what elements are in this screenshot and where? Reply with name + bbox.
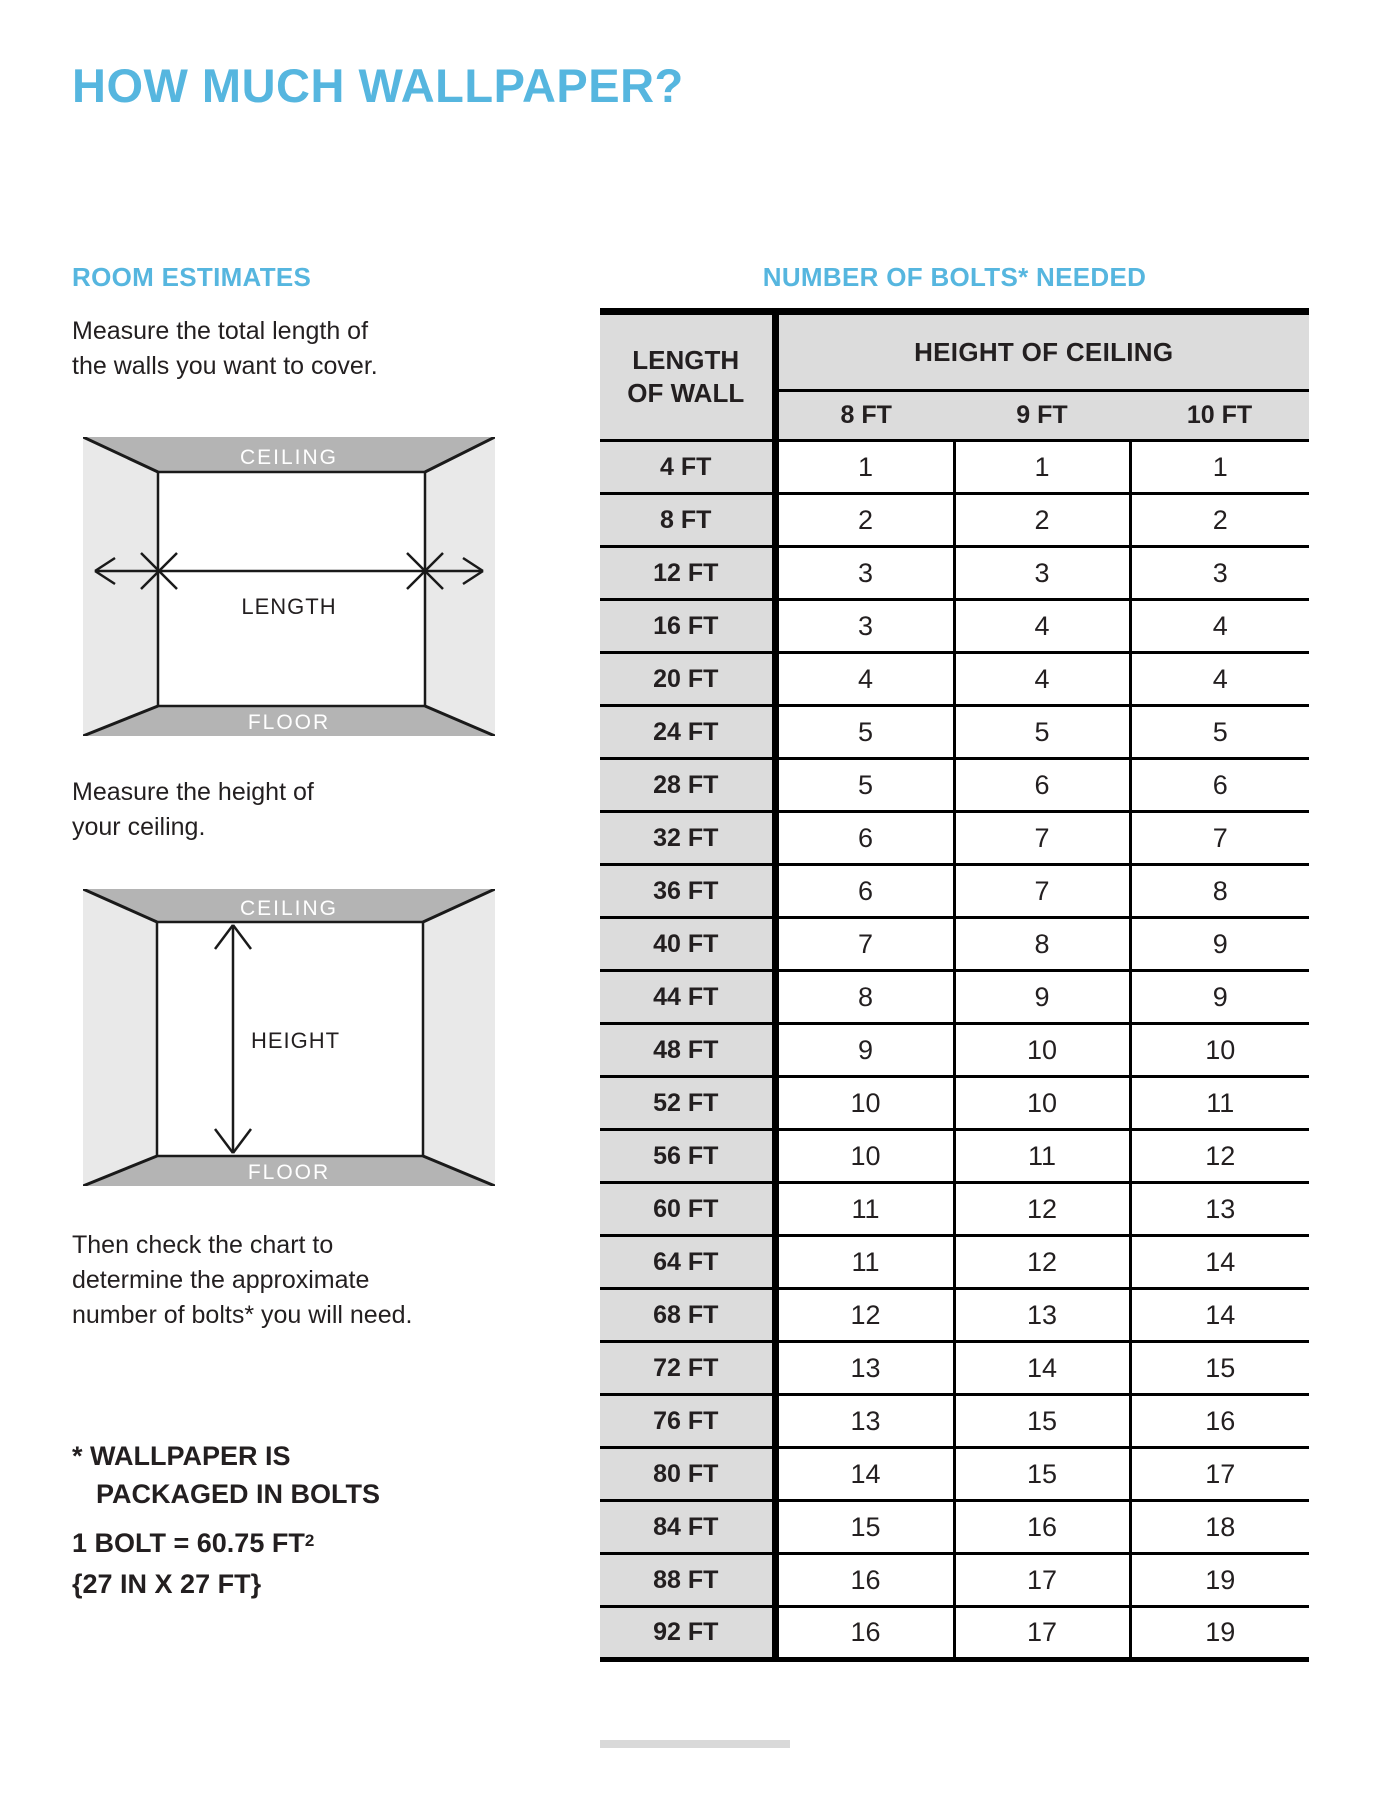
row-length-label: 40 FT [600,918,775,971]
table-row [600,441,1309,494]
bolt-count-cell: 15 [954,1395,1130,1448]
table-row [600,918,1309,971]
bolt-count-cell: 7 [954,812,1130,865]
table-row [600,547,1309,600]
table-row [600,706,1309,759]
col-header-9ft: 9 FT [954,391,1130,441]
table-row [600,1501,1309,1554]
row-length-label: 24 FT [600,706,775,759]
back-wall-outline [158,472,425,706]
row-length-label: 56 FT [600,1130,775,1183]
floor-label: FLOOR [247,1161,331,1184]
bolt-count-cell: 11 [775,1183,954,1236]
bolt-count-cell: 3 [775,547,954,600]
bolt-count-cell: 19 [1130,1607,1309,1660]
length-of-wall-header-line: LENGTH [632,345,740,375]
right-wall [423,889,495,1186]
bolt-count-cell: 5 [775,759,954,812]
instruction-line: Measure the total length of [72,317,369,345]
bolt-count-cell: 10 [954,1077,1130,1130]
table-row [600,1554,1309,1607]
bolt-equation-text: 1 BOLT = 60.75 FT [72,1528,305,1558]
ceiling-label: CEILING [239,897,339,920]
bolt-count-cell: 17 [1130,1448,1309,1501]
bolt-count-cell: 3 [775,600,954,653]
table-row [600,1183,1309,1236]
table-row [600,1607,1309,1660]
row-length-label: 76 FT [600,1395,775,1448]
bolt-count-cell: 12 [954,1236,1130,1289]
table-row [600,1342,1309,1395]
right-wall [425,437,495,736]
instruction-line: your ceiling. [72,813,206,841]
left-wall [83,437,158,736]
bolt-count-cell: 4 [1130,653,1309,706]
row-length-label: 16 FT [600,600,775,653]
length-of-wall-header [600,312,775,441]
bolt-count-cell: 3 [954,547,1130,600]
bolt-count-cell: 2 [1130,494,1309,547]
bolt-count-cell: 5 [1130,706,1309,759]
bolt-count-cell: 16 [775,1607,954,1660]
table-bottom-strip [600,1740,790,1748]
wallpaper-bolts-footnote [72,1437,380,1513]
bolt-count-cell: 16 [954,1501,1130,1554]
bolt-equation-superscript: 2 [304,1531,315,1550]
row-length-label: 32 FT [600,812,775,865]
bolt-count-cell: 11 [1130,1077,1309,1130]
bolt-count-cell: 7 [954,865,1130,918]
bolt-count-cell: 8 [1130,865,1309,918]
row-length-label: 92 FT [600,1607,775,1660]
table-row [600,600,1309,653]
row-length-label: 88 FT [600,1554,775,1607]
bolt-count-cell: 18 [1130,1501,1309,1554]
bolt-count-cell: 4 [954,600,1130,653]
length-dimension-label: LENGTH [241,594,337,619]
bolt-count-cell: 13 [954,1289,1130,1342]
height-dimension-label: HEIGHT [251,1028,341,1053]
table-row [600,759,1309,812]
table-row [600,865,1309,918]
row-length-label: 44 FT [600,971,775,1024]
room-height-diagram [83,889,495,1186]
bolt-count-cell: 6 [954,759,1130,812]
table-row [600,1395,1309,1448]
table-row [600,494,1309,547]
bolt-count-cell: 1 [954,441,1130,494]
bolt-count-cell: 1 [775,441,954,494]
bolt-count-cell: 13 [775,1342,954,1395]
row-length-label: 20 FT [600,653,775,706]
table-row [600,971,1309,1024]
row-length-label: 12 FT [600,547,775,600]
bolt-count-cell: 12 [954,1183,1130,1236]
instruction-line: Then check the chart to [72,1231,334,1259]
bolt-count-cell: 13 [775,1395,954,1448]
table-row [600,1077,1309,1130]
bolt-count-cell: 17 [954,1607,1130,1660]
bolt-dimensions: {27 IN X 27 FT} [72,1569,262,1599]
bolt-count-cell: 9 [954,971,1130,1024]
bolt-count-cell: 6 [775,812,954,865]
table-row [600,1130,1309,1183]
bolt-count-cell: 8 [954,918,1130,971]
instruction-line: determine the approximate [72,1266,370,1294]
bolt-count-cell: 4 [1130,600,1309,653]
row-length-label: 68 FT [600,1289,775,1342]
row-length-label: 60 FT [600,1183,775,1236]
table-row [600,1448,1309,1501]
footnote-line: PACKAGED IN BOLTS [96,1479,381,1509]
bolt-count-cell: 16 [1130,1395,1309,1448]
bolt-count-cell: 15 [775,1501,954,1554]
bolt-count-cell: 9 [775,1024,954,1077]
bolt-count-cell: 12 [775,1289,954,1342]
bolt-count-cell: 15 [954,1448,1130,1501]
row-length-label: 72 FT [600,1342,775,1395]
bolt-equation [72,1520,314,1564]
bolt-count-cell: 10 [954,1024,1130,1077]
instruction-line: Measure the height of [72,778,314,806]
row-length-label: 64 FT [600,1236,775,1289]
bolt-count-cell: 7 [1130,812,1309,865]
page-title: HOW MUCH WALLPAPER? [72,59,684,112]
table-row [600,1024,1309,1077]
bolt-count-cell: 10 [775,1077,954,1130]
bolt-count-cell: 11 [954,1130,1130,1183]
length-of-wall-header-line: OF WALL [627,378,745,408]
bolt-count-cell: 9 [1130,971,1309,1024]
table-row [600,812,1309,865]
bolt-count-cell: 3 [1130,547,1309,600]
bolt-count-cell: 4 [775,653,954,706]
bolt-count-cell: 5 [775,706,954,759]
bolt-count-cell: 11 [775,1236,954,1289]
table-row [600,653,1309,706]
table-header-row [600,312,1309,391]
bolt-count-cell: 10 [1130,1024,1309,1077]
row-length-label: 36 FT [600,865,775,918]
col-header-8ft: 8 FT [775,391,954,441]
row-length-label: 52 FT [600,1077,775,1130]
row-length-label: 28 FT [600,759,775,812]
bolt-count-cell: 16 [775,1554,954,1607]
room-estimates-heading: ROOM ESTIMATES [72,262,312,292]
bolt-count-cell: 7 [775,918,954,971]
ceiling-label: CEILING [239,446,339,469]
row-length-label: 8 FT [600,494,775,547]
table-row [600,1289,1309,1342]
bolts-needed-table [600,308,1309,1662]
footnote-line: * WALLPAPER IS [72,1441,291,1471]
left-wall [83,889,157,1186]
bolt-count-cell: 14 [1130,1289,1309,1342]
bolt-count-cell: 8 [775,971,954,1024]
bolt-size-info [72,1520,314,1605]
instruction-measure-height [72,775,314,845]
instruction-measure-length [72,314,378,384]
bolt-count-cell: 6 [775,865,954,918]
room-length-diagram [83,437,495,736]
bolt-count-cell: 19 [1130,1554,1309,1607]
instruction-check-chart [72,1228,412,1333]
bolt-count-cell: 1 [1130,441,1309,494]
bolt-count-cell: 15 [1130,1342,1309,1395]
height-of-ceiling-header: HEIGHT OF CEILING [775,312,1309,391]
bolt-count-cell: 14 [775,1448,954,1501]
instruction-line: the walls you want to cover. [72,352,378,380]
bolt-table-body [600,441,1309,1660]
row-length-label: 84 FT [600,1501,775,1554]
bolt-count-cell: 12 [1130,1130,1309,1183]
bolt-count-cell: 9 [1130,918,1309,971]
row-length-label: 80 FT [600,1448,775,1501]
instruction-line: number of bolts* you will need. [72,1301,413,1329]
bolt-count-cell: 10 [775,1130,954,1183]
bolt-count-cell: 14 [1130,1236,1309,1289]
col-header-10ft: 10 FT [1130,391,1309,441]
row-length-label: 4 FT [600,441,775,494]
bolt-count-cell: 2 [954,494,1130,547]
bolt-count-cell: 4 [954,653,1130,706]
bolt-count-cell: 13 [1130,1183,1309,1236]
table-row [600,1236,1309,1289]
bolt-count-cell: 2 [775,494,954,547]
bolt-count-cell: 6 [1130,759,1309,812]
bolt-count-cell: 14 [954,1342,1130,1395]
floor-label: FLOOR [247,711,331,734]
bolt-count-cell: 17 [954,1554,1130,1607]
row-length-label: 48 FT [600,1024,775,1077]
bolts-table-title: NUMBER OF BOLTS* NEEDED [762,262,1147,292]
bolt-count-cell: 5 [954,706,1130,759]
